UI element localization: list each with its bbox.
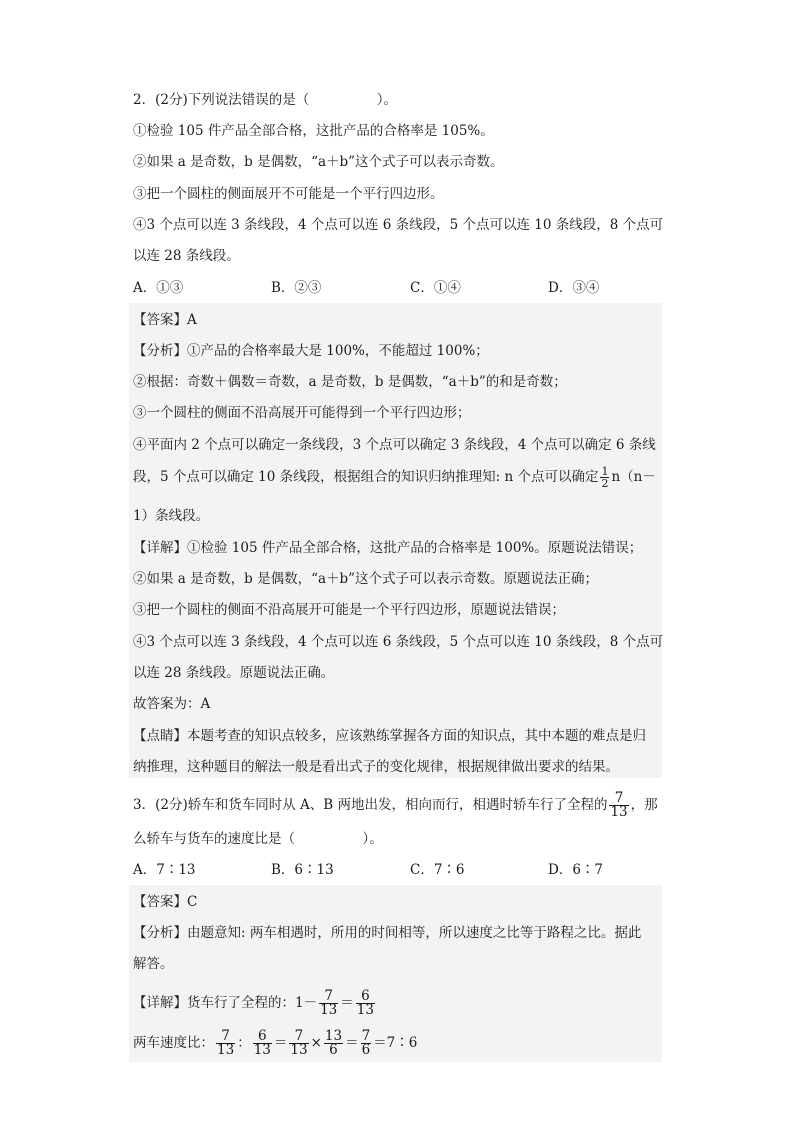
- q3-option-a: A．7∶13: [133, 862, 196, 878]
- fraction-denominator: 13: [320, 1002, 338, 1018]
- q3-option-d: D．6∶7: [548, 862, 604, 878]
- fraction-numerator: 7: [319, 990, 338, 1004]
- q2-detail-3: ③把一个圆柱的侧面不沿高展开可能是一个平行四边形，原题说法错误；: [133, 602, 565, 618]
- fraction-numerator: 1: [601, 465, 609, 478]
- q2-answer: 【答案】A: [133, 312, 197, 328]
- q2-detail-4: ④3 个点可以连 3 条线段，4 个点可以连 6 条线段，5 个点可以连 10 条线段，8 个点可: [133, 634, 664, 650]
- q3-detail-1: [133, 990, 377, 1017]
- q2-option-c: C．①④: [410, 280, 461, 296]
- fraction-denominator: 2: [601, 477, 609, 490]
- fraction: [253, 1030, 272, 1057]
- fraction: [324, 1030, 343, 1057]
- fraction: [319, 990, 338, 1017]
- times-sign: ×: [310, 1035, 322, 1051]
- q2-statement-1: ①检验 105 件产品全部合格，这批产品的合格率是 105%。: [133, 123, 494, 139]
- fraction: [361, 1030, 372, 1057]
- q2-detail-2: ②如果 a 是奇数，b 是偶数，“a＋b”这个式子可以表示奇数。原题说法正确；: [133, 571, 599, 587]
- q2-analysis-4: ④平面内 2 个点可以确定一条线段，3 个点可以确定 3 条线段，4 个点可以确定 6 条线: [133, 437, 656, 453]
- q2-analysis-5-text: 段，5 个点可以确定 10 条线段，根据组合的知识归纳推理知: n 个点可以确定: [133, 469, 599, 485]
- fraction-denominator: 13: [217, 1042, 235, 1058]
- q2-note-2: 纳推理，这种题目的解法一般是看出式子的变化规律，根据规律做出要求的结果。: [133, 759, 619, 775]
- equals-sign: ＝: [340, 995, 354, 1011]
- fraction-numerator: 13: [324, 1028, 343, 1044]
- q2-detail-5: 以连 28 条线段。原题说法正确。: [133, 665, 335, 681]
- fraction-denominator: 13: [290, 1042, 308, 1058]
- fraction-denominator: 13: [610, 804, 628, 820]
- fraction-numerator: 7: [289, 1030, 308, 1044]
- equals-sign: ＝: [345, 1035, 359, 1051]
- q2-analysis-5-tail: n（n－: [611, 469, 656, 485]
- fraction: [289, 1030, 308, 1057]
- ratio-colon: ：: [237, 1035, 251, 1051]
- q2-note-1: 【点睛】本题考查的知识点较多，应该熟练掌握各方面的知识点，其中本题的难点是归: [133, 728, 646, 744]
- q2-stem: 2．(2分)下列说法错误的是（ ）。: [133, 92, 397, 108]
- q2-final-answer: 故答案为：A: [133, 696, 211, 712]
- q3-stem-line2: 么轿车与货车的速度比是（ ）。: [133, 831, 383, 847]
- q2-statement-2: ②如果 a 是奇数，b 是偶数，“a＋b”这个式子可以表示奇数。: [133, 154, 504, 170]
- fraction-numerator: 6: [356, 990, 375, 1004]
- q3-detail-2: [133, 1030, 417, 1057]
- q3-detail-2-text: 两车速度比：: [133, 1035, 214, 1051]
- q2-analysis-5: [133, 466, 656, 489]
- q2-detail-1: 【详解】①检验 105 件产品全部合格，这批产品的合格率是 100%。原题说法错误；: [133, 540, 643, 556]
- q3-analysis-1: 【分析】由题意知: 两车相遇时，所用的时间相等，所以速度之比等于路程之比。据此: [133, 925, 642, 941]
- fraction-denominator: 13: [356, 1002, 374, 1018]
- q3-stem-text: 3．(2分)轿车和货车同时从 A、B 两地出发，相向而行，相遇时轿车行了全程的: [133, 797, 608, 813]
- q2-statement-3: ③把一个圆柱的侧面展开不可能是一个平行四边形。: [133, 186, 444, 202]
- q2-analysis-2: ②根据：奇数＋偶数＝奇数，a 是奇数，b 是偶数，“a＋b”的和是奇数；: [133, 374, 567, 390]
- q3-analysis-2: 解答。: [133, 956, 174, 972]
- q2-statement-4-line2: 以连 28 条线段。: [133, 248, 240, 264]
- q3-stem-tail: ，那: [630, 797, 658, 813]
- q3-stem-line1: [133, 792, 658, 819]
- fraction-denominator: 6: [361, 1042, 371, 1058]
- q3-option-c: C．7∶6: [410, 862, 465, 878]
- fraction: [216, 1030, 235, 1057]
- fraction-numerator: 7: [361, 1028, 371, 1044]
- q3-detail-1-text: 【详解】货车行了全程的：1－: [133, 995, 318, 1011]
- fraction-denominator: 6: [329, 1042, 338, 1058]
- q2-option-d: D．③④: [548, 280, 600, 296]
- q2-option-a: A．①③: [133, 280, 184, 296]
- half-fraction: [600, 466, 609, 489]
- q3-answer: 【答案】C: [133, 894, 198, 910]
- q2-analysis-6: 1）条线段。: [133, 508, 210, 524]
- fraction-numerator: 6: [253, 1030, 272, 1044]
- q2-analysis-1: 【分析】①产品的合格率最大是 100%，不能超过 100%；: [133, 343, 489, 359]
- fraction-denominator: 13: [253, 1042, 271, 1058]
- equals-sign: ＝: [273, 1035, 288, 1051]
- fraction: [356, 990, 375, 1017]
- fraction-numerator: 7: [216, 1030, 235, 1044]
- q2-option-b: B．②③: [271, 280, 322, 296]
- ratio-result: ＝7∶6: [373, 1035, 418, 1051]
- q3-option-b: B．6∶13: [271, 862, 334, 878]
- q3-stem-fraction: [609, 792, 628, 819]
- q2-analysis-3: ③一个圆柱的侧面不沿高展开可能得到一个平行四边形；: [133, 405, 471, 421]
- fraction-numerator: 7: [609, 792, 628, 806]
- q2-statement-4-line1: ④3 个点可以连 3 条线段，4 个点可以连 6 条线段，5 个点可以连 10 条线段，8 个点可: [133, 217, 664, 233]
